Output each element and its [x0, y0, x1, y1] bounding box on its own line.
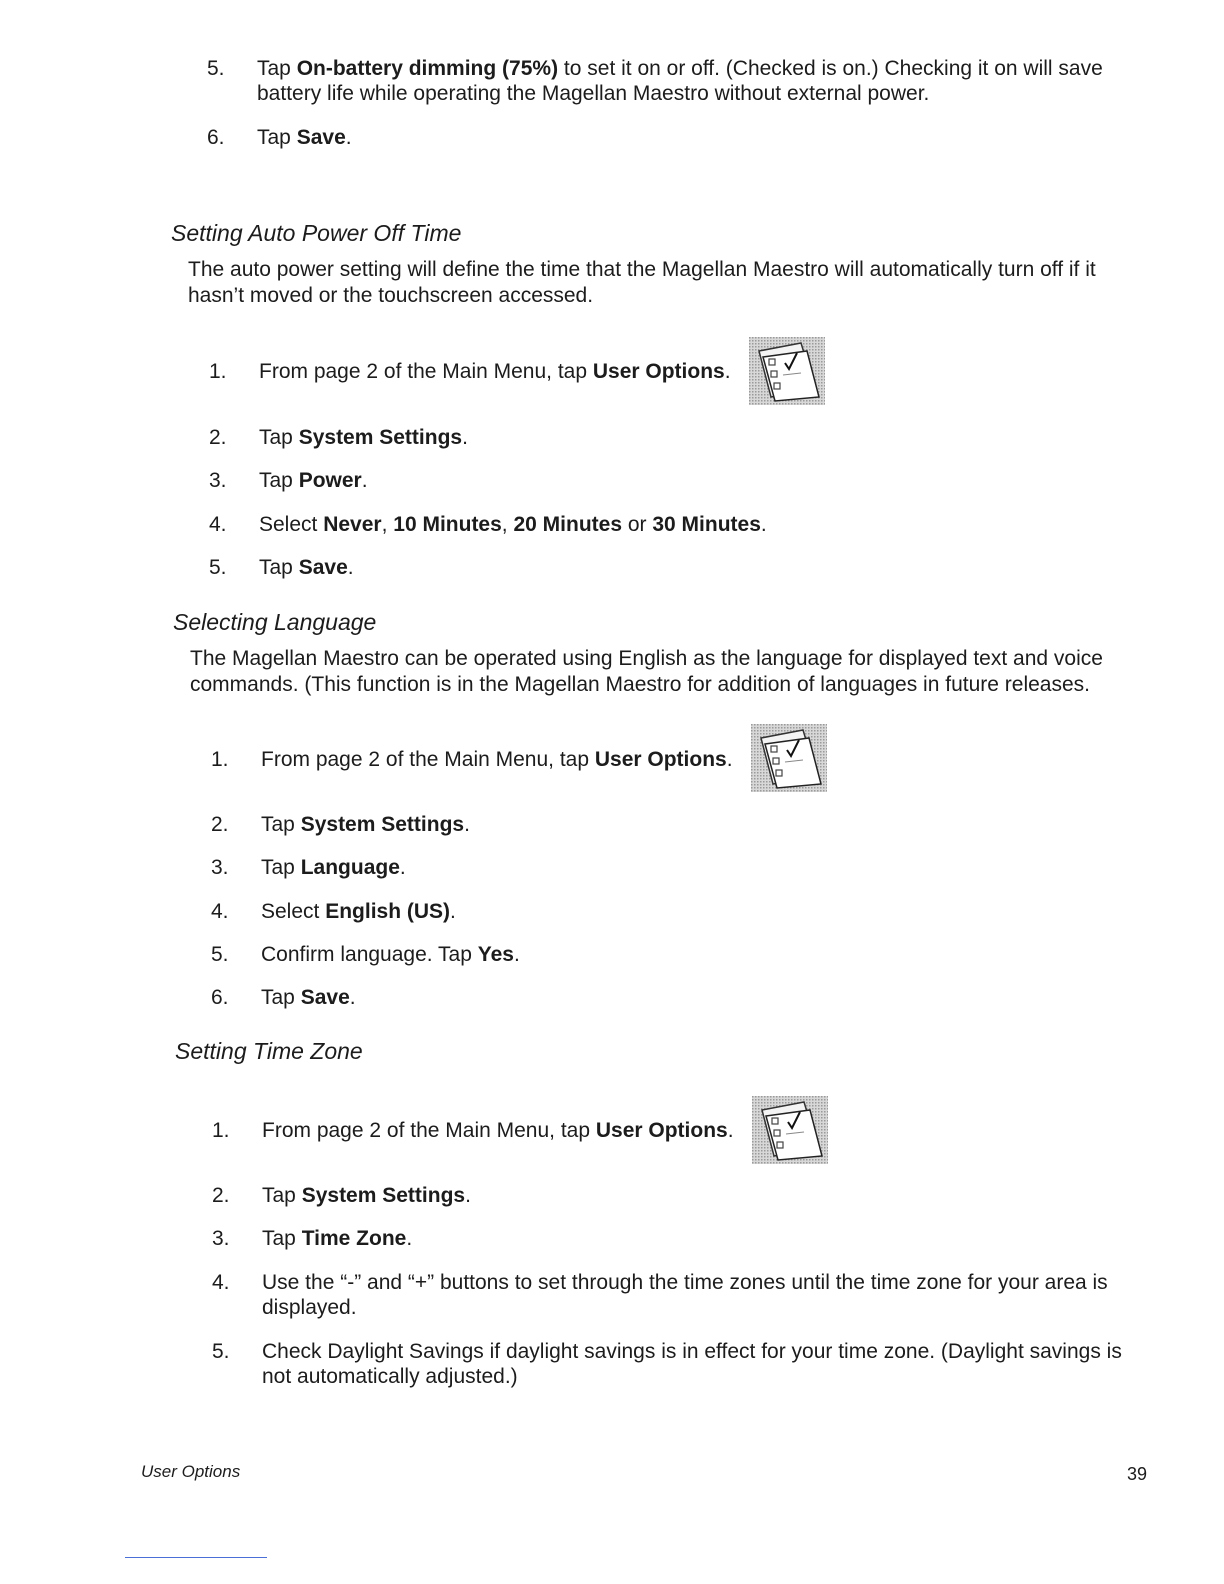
- step-number: 5.: [212, 1340, 230, 1363]
- section-heading-auto-power: Setting Auto Power Off Time: [171, 220, 462, 246]
- step-text: Tap System Settings.: [261, 813, 470, 836]
- step-number: 1.: [209, 360, 227, 383]
- step-number: 5.: [211, 943, 229, 966]
- step-text: Tap Save.: [261, 986, 356, 1009]
- step-text: Use the “-” and “+” buttons to set through the time zones until the time zone for your area is displayed.: [262, 1271, 1108, 1319]
- page-number: 39: [1127, 1464, 1148, 1484]
- top-step-5: [207, 56, 1147, 108]
- step-number: 2.: [211, 813, 229, 836]
- step-number: 4.: [212, 1271, 230, 1294]
- step-text: From page 2 of the Main Menu, tap User Options.: [259, 360, 731, 383]
- step-number: 2.: [209, 426, 227, 449]
- step-text: Tap System Settings.: [259, 426, 468, 449]
- step-number: 3.: [212, 1227, 230, 1250]
- bottom-divider: [125, 1557, 267, 1558]
- step-number: 5.: [209, 556, 227, 579]
- step-number: 3.: [211, 856, 229, 879]
- step-number: 1.: [211, 748, 229, 771]
- step-text: From page 2 of the Main Menu, tap User Options.: [261, 748, 733, 771]
- step-text: Check Daylight Savings if daylight savings is in effect for your time zone. (Daylight savings is not automatically adjusted.): [262, 1340, 1122, 1388]
- section-heading-time-zone: Setting Time Zone: [175, 1038, 363, 1064]
- step-number: 3.: [209, 469, 227, 492]
- step-number: 5.: [207, 57, 225, 80]
- user-options-icon: [751, 724, 827, 792]
- step-text: Tap Time Zone.: [262, 1227, 413, 1250]
- step-text: Confirm language. Tap Yes.: [261, 943, 520, 966]
- step-text: Tap Save.: [259, 556, 354, 579]
- step-number: 6.: [207, 126, 225, 149]
- auto-power-intro: The auto power setting will define the time that the Magellan Maestro will automatically turn off if it hasn’t moved or the touchscreen accessed.: [188, 258, 1096, 307]
- step-text: Tap Save.: [257, 126, 352, 149]
- step-number: 2.: [212, 1184, 230, 1207]
- step-text: From page 2 of the Main Menu, tap User Options.: [262, 1119, 734, 1142]
- step-number: 1.: [212, 1119, 230, 1142]
- footer-section-title: User Options: [141, 1462, 241, 1481]
- step-number: 4.: [209, 513, 227, 536]
- step-text: Select Never, 10 Minutes, 20 Minutes or 30 Minutes.: [259, 513, 767, 536]
- language-intro: The Magellan Maestro can be operated using English as the language for displayed text and voice commands. (This function is in the Magellan Maestro for addition of languages in future releases.: [190, 647, 1103, 696]
- section-heading-language: Selecting Language: [173, 609, 377, 635]
- step-text: Select English (US).: [261, 900, 456, 923]
- user-options-icon: [749, 337, 825, 405]
- step-text: Tap On-battery dimming (75%) to set it on or off. (Checked is on.) Checking it on will save battery life while operating the Magellan Maestro without external power.: [257, 57, 1103, 105]
- step-number: 6.: [211, 986, 229, 1009]
- step-text: Tap Language.: [261, 856, 406, 879]
- step-number: 4.: [211, 900, 229, 923]
- step-text: Tap System Settings.: [262, 1184, 471, 1207]
- user-options-icon: [752, 1096, 828, 1164]
- time-zone-step-4: [212, 1270, 1152, 1322]
- time-zone-step-5: [212, 1339, 1152, 1391]
- step-text: Tap Power.: [259, 469, 368, 492]
